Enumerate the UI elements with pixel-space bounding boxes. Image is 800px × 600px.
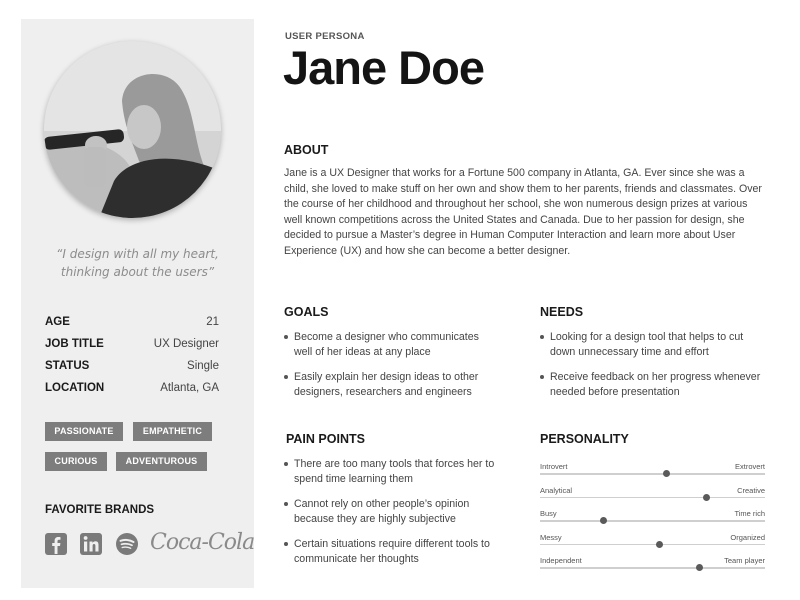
trait-scale <box>540 533 765 557</box>
profile-sidebar <box>21 19 254 588</box>
tag-adventurous: ADVENTUROUS <box>116 452 207 471</box>
trait-track <box>540 497 765 499</box>
avatar <box>44 41 221 218</box>
fact-row-location <box>45 377 219 399</box>
need-item: Receive feedback on her progress whenever needed before presentation <box>540 370 765 400</box>
personality-title: PERSONALITY <box>540 432 629 446</box>
fact-label: STATUS <box>45 360 90 372</box>
trait-left-label: Busy <box>540 509 557 518</box>
goals-list <box>284 330 499 410</box>
pain-points-title: PAIN POINTS <box>286 432 365 446</box>
facebook-icon <box>45 532 67 556</box>
persona-name: Jane Doe <box>283 41 484 94</box>
goal-item: Easily explain her design ideas to other designers, researchers and engineers <box>284 370 499 400</box>
trait-marker <box>656 541 663 548</box>
need-item: Looking for a design tool that helps to cut down unnecessary time and effort <box>540 330 765 360</box>
trait-marker <box>696 564 703 571</box>
trait-left-label: Messy <box>540 532 562 542</box>
tag-passionate: PASSIONATE <box>45 422 123 441</box>
about-title: ABOUT <box>284 143 329 157</box>
quote-line: thinking about the users” <box>60 265 215 279</box>
trait-right-label: Creative <box>737 485 765 495</box>
coca-cola-logo: Coca-Cola <box>150 530 255 555</box>
fact-row-job-title <box>45 333 219 355</box>
fact-value: Single <box>187 360 219 372</box>
trait-marker <box>600 517 607 524</box>
fact-value: UX Designer <box>153 338 219 350</box>
trait-left-label: Analytical <box>540 485 573 495</box>
fact-label: LOCATION <box>45 382 105 394</box>
tag-curious: CURIOUS <box>45 452 107 471</box>
fact-row-age <box>45 311 219 333</box>
trait-marker <box>663 470 670 477</box>
pain-point-item: Certain situations require different tools to communicate her thoughts <box>284 537 499 567</box>
favorite-brands <box>45 530 255 556</box>
pain-point-item: There are too many tools that forces her to spend time learning them <box>284 457 499 487</box>
trait-scale <box>540 509 765 533</box>
spotify-icon <box>115 532 139 556</box>
needs-title: NEEDS <box>540 305 584 319</box>
pain-points-list <box>284 457 499 577</box>
trait-scale <box>540 556 765 580</box>
trait-right-label: Team player <box>724 556 765 565</box>
persona-eyebrow: USER PERSONA <box>285 31 365 42</box>
persona-facts <box>45 311 219 399</box>
fact-value: 21 <box>206 316 219 328</box>
goals-title: GOALS <box>284 305 329 319</box>
trait-track <box>540 567 765 569</box>
quote-line: “I design with all my heart, <box>56 247 219 261</box>
needs-list <box>540 330 765 410</box>
trait-track <box>540 520 765 522</box>
trait-left-label: Independent <box>540 556 582 565</box>
fact-label: AGE <box>45 316 70 328</box>
pain-point-item: Cannot rely on other people’s opinion because they are highly subjective <box>284 497 499 527</box>
favorite-brands-title: FAVORITE BRANDS <box>45 504 155 516</box>
personality-scales <box>540 462 765 580</box>
about-text: Jane is a UX Designer that works for a Fortune 500 company in Atlanta, GA. Ever since she was a child, she loved to make stuff on her own and show them to her parents, friends and classmates. Over the course of her childhood and throughout her school, she won numerous design prizes at various well known competitions across the United States and Canada. Due to her passion for design, she decided to pursue a Master’s degree in Human Computer Interaction and learn more about User Experience (UX) and how she can become a better designer. <box>284 167 762 257</box>
fact-label: JOB TITLE <box>45 338 104 350</box>
trait-right-label: Organized <box>730 532 765 542</box>
trait-marker <box>703 494 710 501</box>
fact-value: Atlanta, GA <box>160 382 219 394</box>
trait-left-label: Introvert <box>540 462 568 471</box>
trait-track <box>540 473 765 475</box>
trait-track <box>540 544 765 546</box>
goal-item: Become a designer who communicates well of her ideas at any place <box>284 330 499 360</box>
trait-scale <box>540 462 765 486</box>
linkedin-icon <box>80 532 102 556</box>
tag-empathetic: EMPATHETIC <box>133 422 212 441</box>
persona-quote <box>21 245 254 281</box>
fact-row-status <box>45 355 219 377</box>
persona-photo <box>44 41 221 218</box>
trait-right-label: Time rich <box>734 509 765 518</box>
trait-scale <box>540 486 765 510</box>
trait-right-label: Extrovert <box>734 462 765 471</box>
